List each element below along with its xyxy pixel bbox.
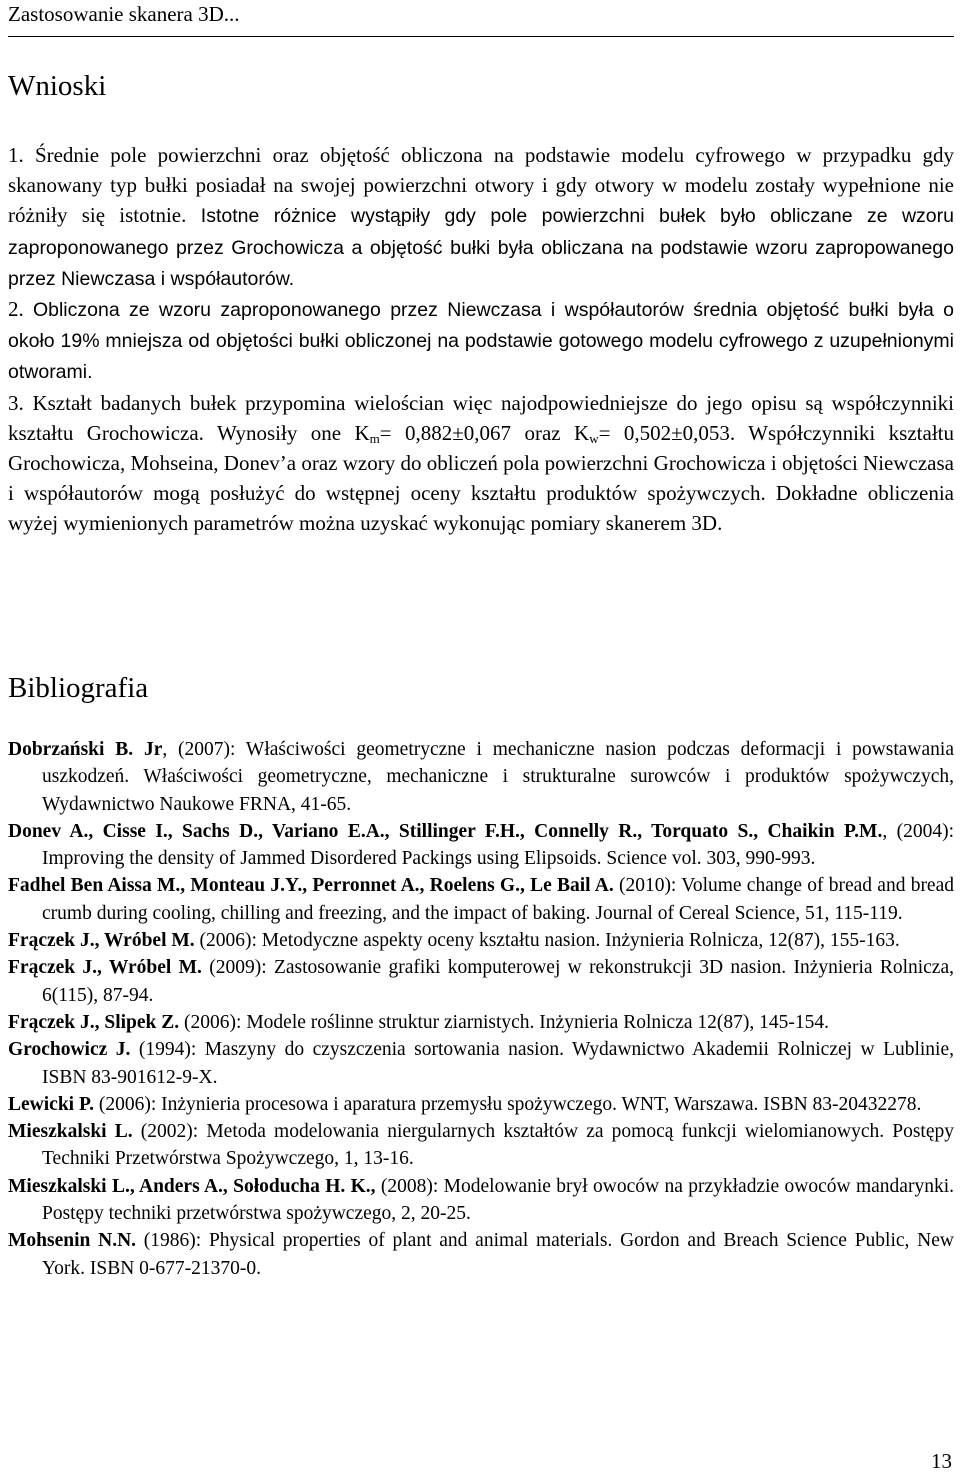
subscript-w: w xyxy=(589,430,599,446)
running-header: Zastosowanie skanera 3D... xyxy=(8,2,240,26)
conclusion-item-3 xyxy=(8,388,954,539)
reference-entry xyxy=(8,1173,954,1228)
conclusion-number: 1. xyxy=(8,143,24,167)
reference-authors: Lewicki P. xyxy=(8,1093,94,1115)
bibliography-heading: Bibliografia xyxy=(8,672,149,704)
header-rule xyxy=(8,36,954,37)
reference-details: (2010): Volume change of bread and bread crumb during cooling, chilling and freezing, and the impact of baking. Journal of Cereal Science, 51, 115-119. xyxy=(42,875,954,924)
conclusions-heading: Wnioski xyxy=(8,70,107,102)
conclusion-text: = 0,882±0,067 oraz K xyxy=(379,420,590,445)
reference-authors: Grochowicz J. xyxy=(8,1039,131,1061)
reference-authors: Donev A., Cisse I., Sachs D., Variano E.A., Stillinger F.H., Connelly R., Torquato S., Chaikin P.M. xyxy=(8,820,883,842)
reference-authors: Mieszkalski L., Anders A., Sołoducha H. K., xyxy=(8,1175,376,1197)
reference-entry xyxy=(8,1227,954,1282)
reference-authors: Frączek J., Wróbel M. xyxy=(8,957,202,979)
reference-authors: Frączek J., Wróbel M. xyxy=(8,930,195,952)
reference-details: (1994): Maszyny do czyszczenia sortowania nasion. Wydawnictwo Akademii Rolniczej w Lublinie, ISBN 83-901612-9-X. xyxy=(42,1039,955,1088)
bibliography-list xyxy=(8,736,954,1282)
reference-authors: Mohsenin N.N. xyxy=(8,1230,137,1252)
reference-details: (2002): Metoda modelowania niergularnych kształtów za pomocą funkcji wielomianowych. Postępy Techniki Przetwórstwa Spożywczego, 1, 13-16. xyxy=(42,1121,954,1170)
conclusion-text-sans: Istotne różnice wystąpiły gdy pole powierzchni bułek było obliczane ze wzoru zaproponowanego przez Grochowicza a objętość bułki była obliczana na podstawie wzoru zapropowanego przez Niewczasa i współautorów. xyxy=(8,205,954,290)
reference-details: , (2004): Improving the density of Jammed Disordered Packings using Elipsoids. Science vol. 303, 990-993. xyxy=(42,820,955,870)
subscript-m: m xyxy=(369,430,380,446)
reference-details: (2006): Metodyczne aspekty oceny kształtu nasion. Inżynieria Rolnicza, 12(87), 155-163. xyxy=(194,930,900,952)
conclusion-item-2 xyxy=(8,294,954,388)
reference-entry xyxy=(8,872,954,927)
reference-details: , (2007): Właściwości geometryczne i mechaniczne nasion podczas deformacji i powstawania uszkodzeń. Właściwości geometryczne, mechaniczne i strukturalne surowców i produktów spożywczych, Wydawnictwo Naukowe FRNA, 41-65. xyxy=(42,739,954,815)
reference-entry xyxy=(8,1091,954,1118)
reference-details: (2008): Modelowanie brył owoców na przykładzie owoców mandarynki. Postępy techniki przetwórstwa spożywczego, 2, 20-25. xyxy=(42,1175,955,1225)
conclusion-item-1 xyxy=(8,140,954,294)
conclusion-text-serif: Średnie pole powierzchni oraz objętość obliczona na podstawie modelu cyfrowego w przypadku gdy skanowany typ bułki posiadał na swojej powierzchni otwory i gdy otwory w modelu zostały wypełnione nie różniły się istotnie. xyxy=(8,143,954,228)
reference-entry xyxy=(8,1118,954,1173)
conclusion-number: 2. xyxy=(8,297,24,322)
reference-details: (2006): Inżynieria procesowa i aparatura przemysłu spożywczego. WNT, Warszawa. ISBN 83-20432278. xyxy=(93,1093,922,1115)
reference-entry xyxy=(8,927,954,954)
reference-entry xyxy=(8,954,954,1009)
conclusions-list xyxy=(8,140,954,539)
conclusion-text-sans: Obliczona ze wzoru zaproponowanego przez Niewczasa i współautorów średnia objętość bułki była o około 19% mniejsza od objętości bułki obliczonej na podstawie gotowego modelu cyfrowego z uzupełnionymi otworami. xyxy=(8,299,954,384)
conclusion-number: 3. xyxy=(8,390,24,415)
reference-entry xyxy=(8,1009,954,1036)
reference-details: (2006): Modele roślinne struktur ziarnistych. Inżynieria Rolnicza 12(87), 145-154. xyxy=(179,1011,830,1033)
reference-details: (1986): Physical properties of plant and animal materials. Gordon and Breach Science Public, New York. ISBN 0-677-21370-0. xyxy=(42,1230,954,1279)
conclusion-text: = 0,502±0,053. Współczynniki kształtu Grochowicza, Mohseina, Donev’a oraz wzory do obliczeń pola powierzchni Grochowicza i objętości Niewczasa i współautorów mogą posłużyć do wstępnej oceny kształtu produktów spożywczych. Dokładne obliczenia wyżej wymienionych parametrów można uzyskać wykonując pomiary skanerem 3D. xyxy=(8,420,954,536)
page-number: 13 xyxy=(931,1449,952,1473)
conclusion-text: Kształt badanych bułek przypomina wielościan więc najodpowiedniejsze do jego opisu są współczynniki kształtu Grochowicza. Wynosiły one K xyxy=(8,390,954,445)
reference-authors: Dobrzański B. Jr xyxy=(8,739,163,760)
reference-details: (2009): Zastosowanie grafiki komputerowej w rekonstrukcji 3D nasion. Inżynieria Rolnicza, 6(115), 87-94. xyxy=(42,957,954,1006)
reference-authors: Fadhel Ben Aissa M., Monteau J.Y., Perronnet A., Roelens G., Le Bail A. xyxy=(8,875,614,897)
reference-entry xyxy=(8,818,954,873)
reference-entry xyxy=(8,1036,954,1091)
reference-authors: Frączek J., Slipek Z. xyxy=(8,1011,180,1033)
reference-entry xyxy=(8,736,954,818)
reference-authors: Mieszkalski L. xyxy=(8,1121,133,1143)
